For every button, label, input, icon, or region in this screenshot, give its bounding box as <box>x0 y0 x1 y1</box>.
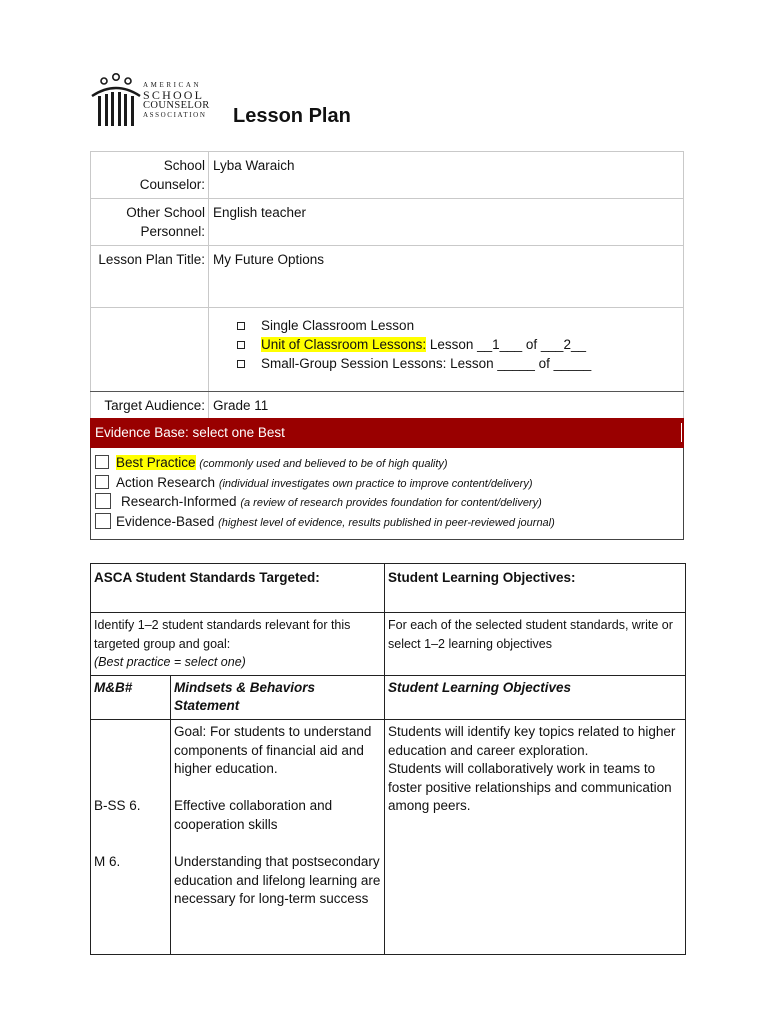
option-unit-lessons[interactable]: Unit of Classroom Lessons: Lesson __1___ of ___2__ <box>237 335 679 354</box>
counselor-row <box>91 152 684 199</box>
lesson-type-label-cell <box>91 308 209 392</box>
evidence-option-research-informed[interactable]: Research-Informed (a review of research provides foundation for content/delivery) <box>91 492 683 512</box>
personnel-value[interactable]: English teacher <box>209 199 684 246</box>
plan-title-label: Lesson Plan Title: <box>91 246 209 308</box>
checkbox[interactable] <box>95 475 109 489</box>
objective-item: Students will collaboratively work in teams to foster positive relationships and communication among peers. <box>388 761 672 814</box>
col-statement: Mindsets & Behaviors Statement <box>171 675 385 719</box>
logo-wordmark: AMERICAN SCHOOL COUNSELOR ASSOCIATION <box>143 81 210 119</box>
standards-instructions: Identify 1–2 student standards relevant for this targeted group and goal: (Best practice = select one) <box>91 613 385 676</box>
personnel-label: Other School Personnel: <box>91 199 209 246</box>
instruction-row <box>91 613 686 676</box>
standards-table <box>90 563 686 955</box>
statement-collaboration: Effective collaboration and cooperation skills <box>174 798 333 832</box>
col-mb-number: M&B# <box>91 675 171 719</box>
evidence-option-evidence-based[interactable]: Evidence-Based (highest level of evidence, results published in peer-reviewed journal) <box>91 512 683 532</box>
audience-value[interactable]: Grade 11 <box>209 392 684 438</box>
standards-body-row <box>91 719 686 954</box>
counselor-label: School Counselor: <box>91 152 209 199</box>
statement-goal: Goal: For students to understand components of financial aid and higher education. <box>174 723 372 777</box>
lesson-type-row <box>91 308 684 392</box>
objectives-cell[interactable] <box>385 719 686 954</box>
mb-code: B-SS 6. <box>94 798 141 814</box>
column-header-row <box>91 675 686 719</box>
asca-logo <box>90 72 230 128</box>
evidence-option-best-practice[interactable]: Best Practice (commonly used and believed to be of high quality) <box>91 453 683 473</box>
objectives-header: Student Learning Objectives: <box>385 564 686 613</box>
objectives-instructions: For each of the selected student standards, write or select 1–2 learning objectives <box>385 613 686 676</box>
bullet-square-icon <box>237 322 245 330</box>
personnel-row <box>91 199 684 246</box>
logo-mark-icon <box>90 72 142 128</box>
statement-postsecondary: Understanding that postsecondary education and lifelong learning are necessary for long-term success <box>174 854 381 907</box>
lesson-type-options <box>209 308 684 392</box>
plan-title-row <box>91 246 684 308</box>
page-title: Lesson Plan <box>233 105 351 127</box>
checkbox[interactable] <box>95 455 109 469</box>
bullet-square-icon <box>237 360 245 368</box>
evidence-options <box>90 448 684 540</box>
mb-code: M 6. <box>94 854 121 870</box>
evidence-base-header: Evidence Base: select one Best <box>90 418 684 448</box>
objective-item: Students will identify key topics related to higher education and career exploration. <box>388 723 676 758</box>
mb-codes-cell[interactable] <box>91 719 171 954</box>
text-cursor <box>681 423 683 442</box>
checkbox[interactable] <box>95 493 111 509</box>
audience-label: Target Audience: <box>91 392 209 438</box>
option-small-group[interactable]: Small-Group Session Lessons: Lesson _____ of _____ <box>237 354 679 373</box>
statements-cell[interactable] <box>171 719 385 954</box>
standards-header-row <box>91 564 686 613</box>
col-objectives: Student Learning Objectives <box>385 675 686 719</box>
bullet-square-icon <box>237 341 245 349</box>
plan-title-value[interactable]: My Future Options <box>209 246 684 308</box>
counselor-value[interactable]: Lyba Waraich <box>209 152 684 199</box>
lesson-info-table <box>90 151 684 438</box>
option-single-lesson[interactable]: Single Classroom Lesson <box>237 316 679 335</box>
evidence-option-action-research[interactable]: Action Research (individual investigates own practice to improve content/delivery) <box>91 473 683 493</box>
checkbox[interactable] <box>95 513 111 529</box>
standards-header: ASCA Student Standards Targeted: <box>91 564 385 613</box>
